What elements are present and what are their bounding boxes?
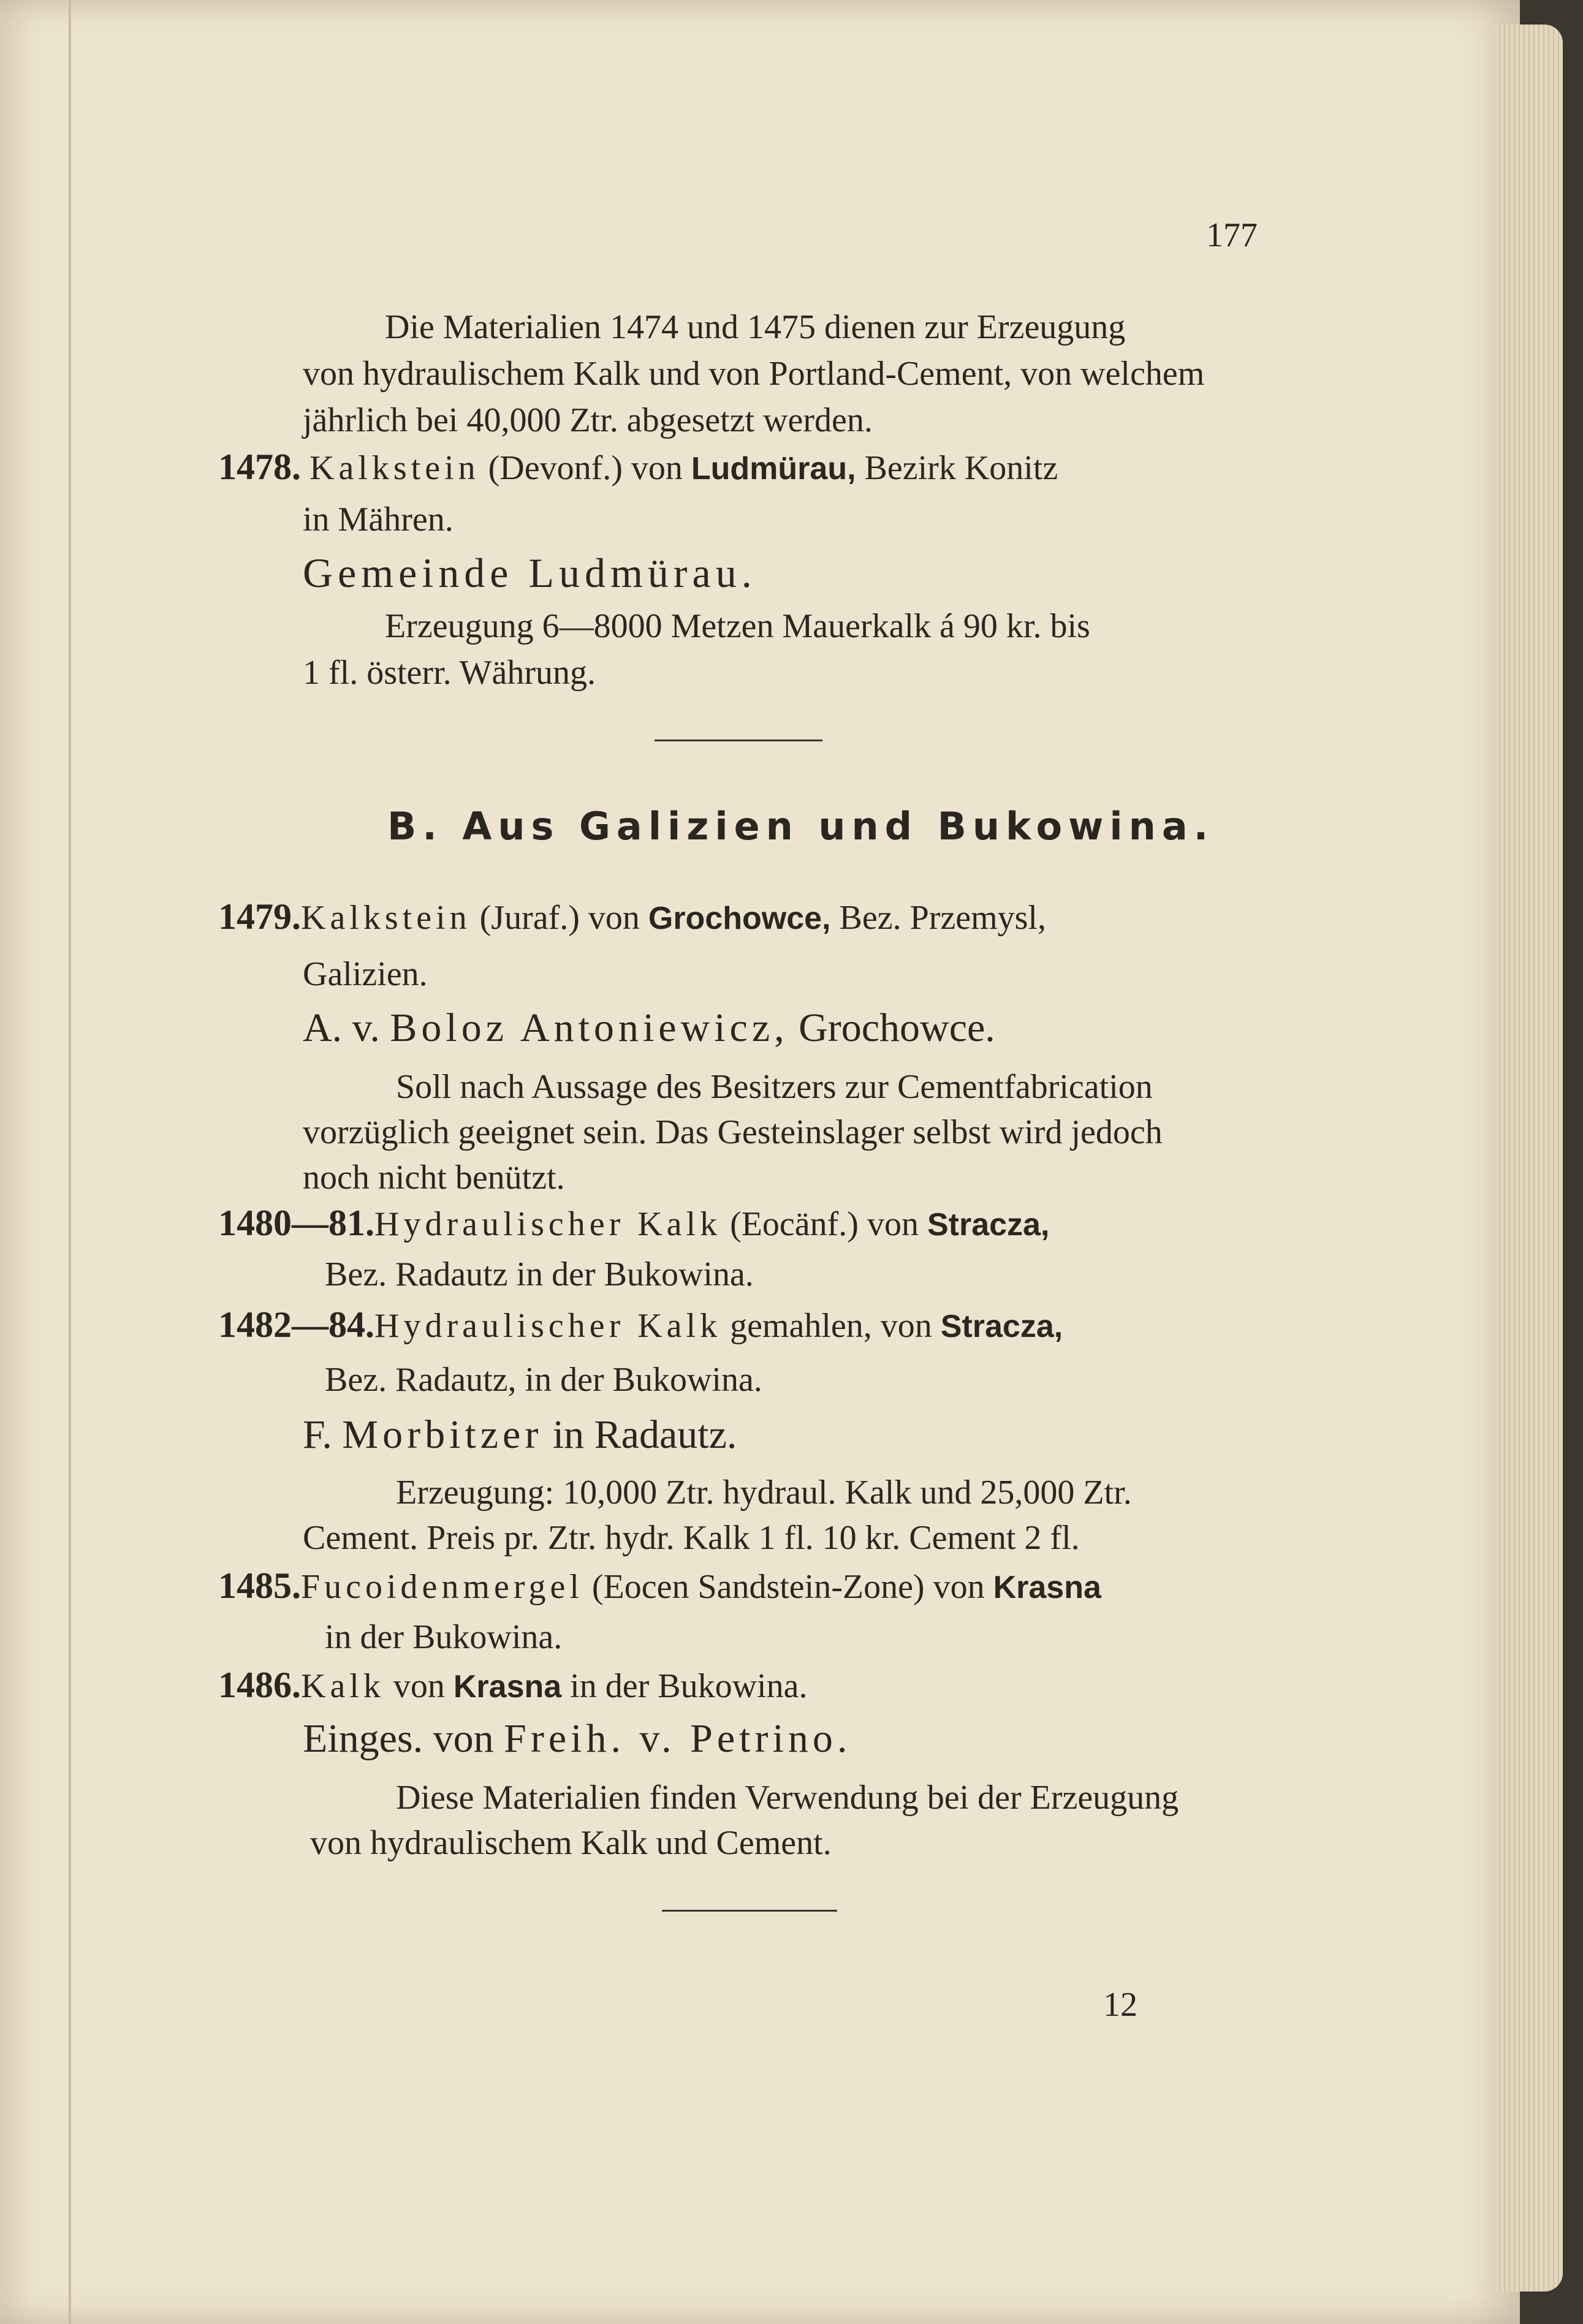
entry-1485-cont: in der Bukowina.: [325, 1618, 563, 1656]
entry-name: Kalk: [301, 1667, 385, 1705]
entry-name: Hydraulischer Kalk: [374, 1205, 722, 1243]
entry-1482-note-2: Cement. Preis pr. Ztr. hydr. Kalk 1 fl. 10 kr. Cement 2 fl.: [303, 1519, 1080, 1557]
entry-place: Stracza,: [927, 1207, 1050, 1243]
entry-place: Grochowce,: [648, 901, 831, 936]
owner-name: Boloz Antoniewicz,: [390, 1005, 789, 1050]
entry-1486-line: [218, 1663, 807, 1709]
entry-name: Hydraulischer Kalk: [374, 1307, 722, 1345]
owner-prefix: Einges. von: [303, 1716, 494, 1761]
entry-place: Krasna: [993, 1570, 1101, 1605]
entry-1479-line: [218, 895, 1046, 941]
entry-1479-note-2: vorzüglich geeignet sein. Das Gesteinslager selbst wird jedoch: [303, 1113, 1163, 1151]
page-number: 177: [1206, 216, 1258, 254]
divider-rule: [662, 1910, 837, 1912]
entry-text: (Eocen Sandstein-Zone) von: [591, 1568, 985, 1606]
entry-text: (Eocänf.) von: [730, 1205, 919, 1243]
entry-1478-note-1: Erzeugung 6—8000 Metzen Mauerkalk á 90 kr. bis: [385, 607, 1090, 645]
entry-name: Fucoidenmergel: [301, 1568, 583, 1606]
entry-rest: in der Bukowina.: [570, 1667, 808, 1705]
entry-1480-line: [218, 1201, 1049, 1247]
entry-rest: Bezirk Konitz: [864, 449, 1058, 487]
section-heading: B. Aus Galizien und Bukowina.: [387, 804, 1215, 849]
entry-number: 1478.: [218, 447, 301, 487]
entry-text: (Juraf.) von: [479, 899, 640, 937]
entry-place: Krasna: [453, 1669, 562, 1705]
page-edges: [1495, 25, 1563, 2292]
owner-place: Grochowce.: [799, 1005, 995, 1050]
entry-number: 1479.: [218, 896, 301, 937]
entry-1486-note-2: von hydraulischem Kalk und Cement.: [310, 1824, 832, 1862]
entry-1485-line: [218, 1564, 1101, 1610]
entry-1486-owner: [303, 1716, 851, 1762]
entry-1482-note-1: Erzeugung: 10,000 Ztr. hydraul. Kalk und 25,000 Ztr.: [396, 1474, 1132, 1512]
entry-1480-cont: Bez. Radautz in der Bukowina.: [325, 1255, 754, 1293]
entry-1482-line: [218, 1303, 1063, 1349]
entry-text: von: [393, 1667, 445, 1705]
owner-place: in Radautz.: [552, 1412, 737, 1457]
entry-1479-owner: [303, 1005, 995, 1051]
entry-number: 1486.: [218, 1665, 301, 1705]
entry-1479-note-1: Soll nach Aussage des Besitzers zur Cementfabrication: [396, 1068, 1153, 1106]
intro-line-1: Die Materialien 1474 und 1475 dienen zur Erzeugung: [385, 308, 1126, 346]
entry-text: gemahlen, von: [730, 1307, 932, 1345]
owner-prefix: F.: [303, 1412, 332, 1457]
footer-number: 12: [1103, 1986, 1137, 2024]
divider-rule: [655, 740, 822, 741]
owner-name: Freih. v. Petrino.: [504, 1716, 852, 1761]
entry-name: Kalkstein: [309, 449, 480, 487]
entry-place: Ludmürau,: [691, 451, 856, 486]
entry-1478-note-2: 1 fl. österr. Währung.: [303, 654, 596, 692]
entry-place: Stracza,: [940, 1309, 1063, 1344]
entry-text: (Devonf.) von: [488, 449, 683, 487]
entry-1479-cont: Galizien.: [303, 955, 428, 993]
intro-line-2: von hydraulischem Kalk und von Portland-Cement, von welchem: [303, 355, 1205, 393]
entry-1482-cont: Bez. Radautz, in der Bukowina.: [325, 1361, 762, 1399]
entry-1482-owner: [303, 1412, 737, 1458]
entry-1478-line: [218, 445, 1058, 491]
entry-name: Kalkstein: [301, 899, 471, 937]
entry-number: 1482—84.: [218, 1304, 374, 1345]
intro-line-3: jährlich bei 40,000 Ztr. abgesetzt werden.: [303, 401, 873, 439]
entry-1478-cont: in Mähren.: [303, 501, 454, 539]
entry-rest: Bez. Przemysl,: [839, 899, 1046, 937]
gutter-line: [69, 0, 71, 2324]
entry-number: 1480—81.: [218, 1203, 374, 1243]
entry-number: 1485.: [218, 1565, 301, 1606]
entry-1479-note-3: noch nicht benützt.: [303, 1159, 565, 1197]
entry-1486-note-1: Diese Materialien finden Verwendung bei der Erzeugung: [396, 1779, 1179, 1817]
owner-name: Morbitzer: [342, 1412, 543, 1457]
owner-prefix: A. v.: [303, 1005, 380, 1050]
entry-1478-owner: Gemeinde Ludmürau.: [303, 550, 757, 596]
